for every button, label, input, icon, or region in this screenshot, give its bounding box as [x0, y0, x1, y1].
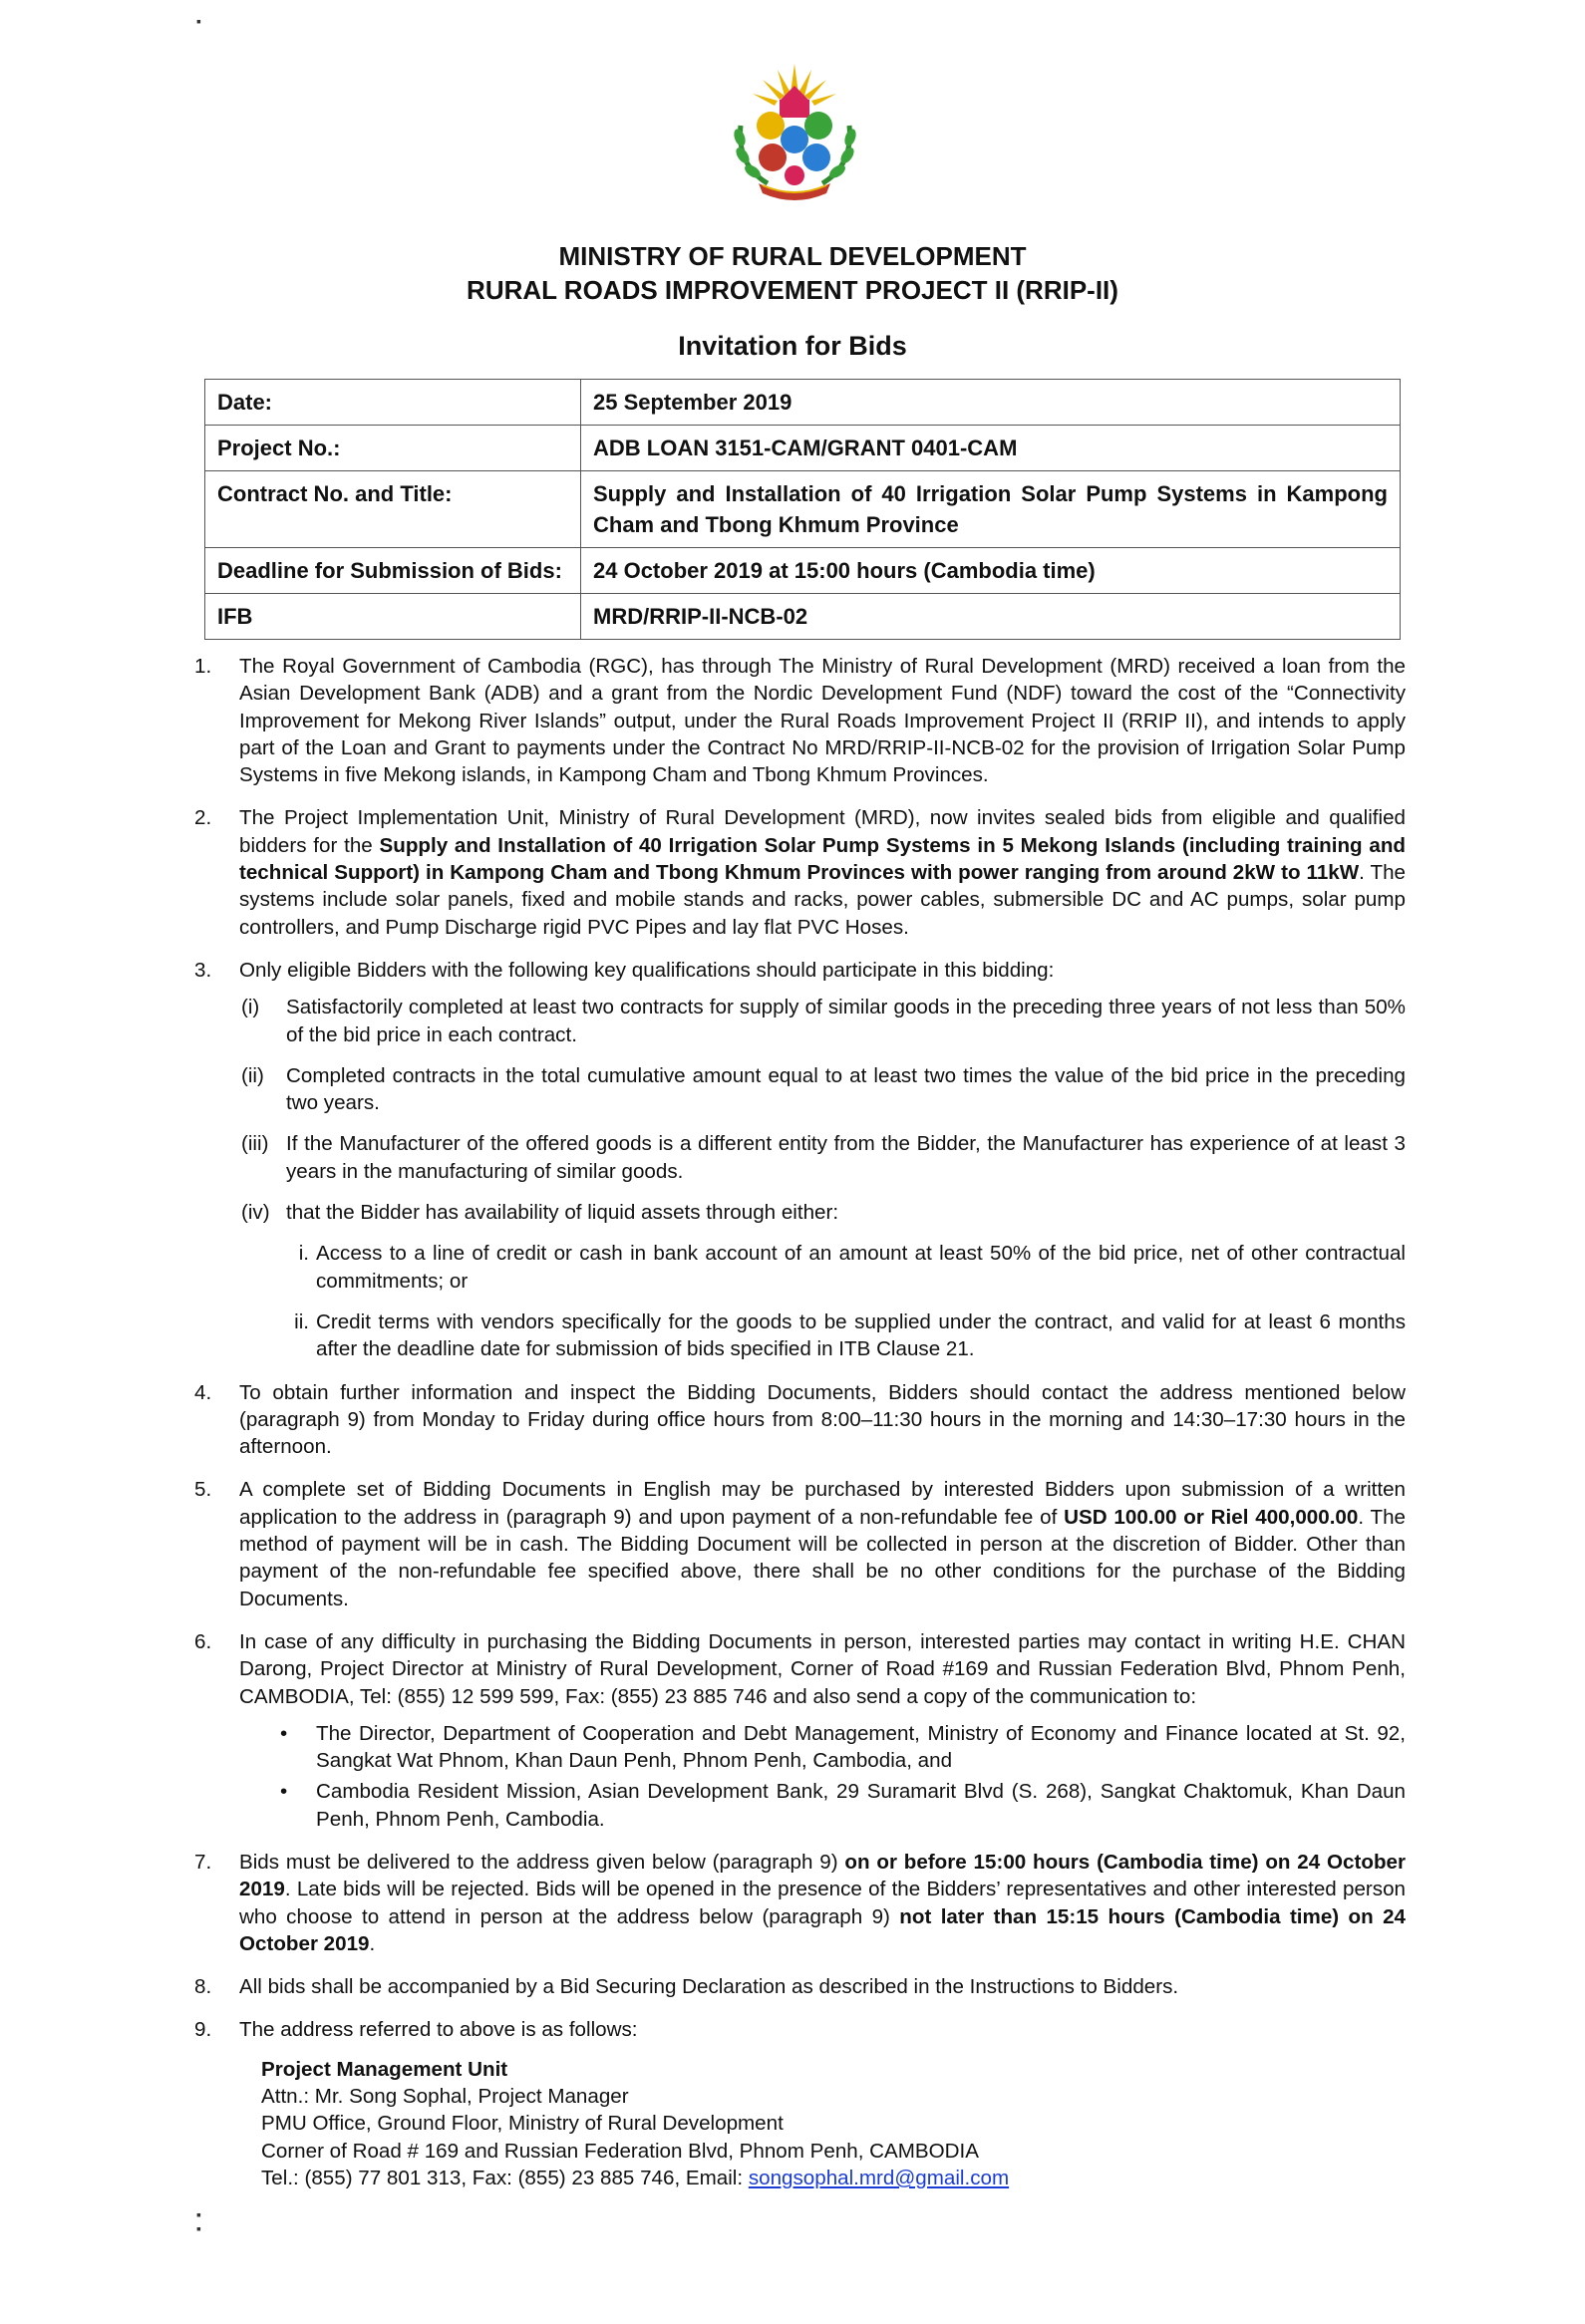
paragraph-8: [194, 1973, 1406, 2000]
item-text: Completed contracts in the total cumulative amount equal to at least two times the value of the bid price in the preceding two years.: [286, 1063, 1406, 1115]
project-no-label: Project No.:: [205, 426, 581, 471]
deadline-label: Deadline for Submission of Bids:: [205, 548, 581, 594]
paragraph-text: . The method of payment will be in cash. The Bidding Document will be collected in person at the discretion of Bidder. Other than payment of the non-refundable fee specified above, there shall be no other conditions for the purchase of the Bidding Documents.: [239, 1505, 1406, 1610]
qualification-item: [194, 1199, 1406, 1226]
paragraph-number: 6.: [194, 1629, 212, 1653]
paragraph-text: To obtain further information and inspect the Bidding Documents, Bidders should contact the address mentioned below (paragraph 9) from Monday to Friday during office hours from 8:00–11:30 hours in the morning and 14:30–17:30 hours in the afternoon.: [239, 1380, 1406, 1459]
bullet-icon: •: [280, 1721, 288, 1745]
project-no-value: ADB LOAN 3151-CAM/GRANT 0401-CAM: [581, 426, 1401, 471]
deadline-value: 24 October 2019 at 15:00 hours (Cambodia time): [581, 548, 1401, 594]
paragraph-text: A complete set of Bidding Documents in English may be purchased by interested Bidders upon submission of a written application to the address in (paragraph 9) and upon payment of a non-refundable fee of: [239, 1478, 1406, 1529]
item-number: i.: [298, 1242, 309, 1266]
paragraph-text: The Royal Government of Cambodia (RGC), has through The Ministry of Rural Development (MRD) received a loan from the Asian Development Bank (ADB) and a grant from the Nordic Development Fund (NDF) toward the cost of the “Connectivity Improvement for Mekong River Islands” output, under the Rural Roads Improvement Project II (RRIP II), and intends to apply part of the Loan and Grant to payments under the Contract No MRD/RRIP-II-NCB-02 for the provision of Irrigation Solar Pump Systems in five Mekong islands, in Kampong Cham and Tbong Khmum Provinces.: [239, 655, 1406, 787]
liquid-asset-item: [194, 1308, 1406, 1363]
paragraph-6: [194, 1628, 1406, 1710]
bullet-text: The Director, Department of Cooperation and Debt Management, Ministry of Economy and Finance located at St. 92, Sangkat Wat Phnom, Khan Daun Penh, Phnom Penh, Cambodia, and: [316, 1721, 1406, 1773]
paragraph-text: Bids must be delivered to the address given below (paragraph 9): [239, 1850, 845, 1874]
paragraph-number: 7.: [194, 1850, 212, 1874]
paragraph-text: The Project Implementation Unit, Ministry of Rural Development (MRD), now invites sealed bids from eligible and qualified bidders for the: [239, 806, 1406, 857]
item-text: Satisfactorily completed at least two contracts for supply of similar goods in the preceding three years of not less than 50% of the bid price in each contract.: [286, 996, 1406, 1046]
paragraph-number: 1.: [194, 655, 212, 678]
item-number: (ii): [241, 1063, 264, 1087]
paragraph-bold-text: Supply and Installation of 40 Irrigation Solar Pump Systems in 5 Mekong Islands (including training and technical Support) in Kampong Cham and Tbong Khmum Provinces with power ranging from around 2kW to 11kW: [239, 833, 1407, 885]
paragraph-text: Only eligible Bidders with the following key qualifications should participate in this bidding:: [239, 958, 1055, 982]
paragraph-text: In case of any difficulty in purchasing the Bidding Documents in person, interested parties may contact in writing H.E. CHAN Darong, Project Director at Ministry of Rural Development, Corner of Road #169 and Russian Federation Blvd, Phnom Penh, CAMBODIA, Tel: (855) 12 599 599, Fax: (855) 23 885 746 and also send a copy of the communication to:: [239, 1629, 1406, 1708]
bullet-icon: •: [280, 1780, 288, 1804]
liquid-asset-item: [194, 1240, 1406, 1295]
paragraph-number: 2.: [194, 806, 212, 830]
paragraph-3: [194, 957, 1406, 984]
table-row: [205, 471, 1401, 548]
fee-amount: USD 100.00 or Riel 400,000.00: [1064, 1505, 1359, 1529]
qualification-item: [194, 1130, 1406, 1185]
bullet-text: Cambodia Resident Mission, Asian Development Bank, 29 Suramarit Blvd (S. 268), Sangkat Chaktomuk, Khan Daun Penh, Phnom Penh, Cambodia.: [316, 1780, 1406, 1831]
paragraph-4: [194, 1379, 1406, 1461]
paragraph-2: [194, 804, 1406, 940]
qualification-item: [194, 1062, 1406, 1117]
contact-text: Tel.: (855) 77 801 313, Fax: (855) 23 885 746, Email:: [261, 2166, 749, 2189]
ministry-name: MINISTRY OF RURAL DEVELOPMENT: [558, 241, 1027, 271]
contract-value: Supply and Installation of 40 Irrigation Solar Pump Systems in Kampong Cham and Tbong Khmum Province: [581, 471, 1401, 548]
body-text: [194, 653, 1406, 2207]
paragraph-5: [194, 1476, 1406, 1611]
paragraph-1: [194, 653, 1406, 788]
item-text: that the Bidder has availability of liquid assets through either:: [286, 1201, 839, 1225]
paragraph-text: .: [369, 1931, 376, 1955]
opening-bold-text: not later than 15:15 hours (Cambodia time) on 24 October 2019: [239, 1904, 1406, 1955]
bid-info-table: [204, 379, 1401, 640]
page-mark-top: ▪: [196, 13, 201, 29]
email-link[interactable]: songsophal.mrd@gmail.com: [748, 2166, 1010, 2189]
address-block: [239, 2056, 1406, 2191]
paragraph-number: 8.: [194, 1975, 212, 1999]
item-number: ii.: [294, 1309, 309, 1333]
date-value: 25 September 2019: [581, 380, 1401, 426]
paragraph-text: . Late bids will be rejected. Bids will be opened in the presence of the Bidders’ representatives and other interested person who choose to attend in person at the address below (paragraph 9): [239, 1878, 1406, 1928]
paragraph-9: [194, 2016, 1406, 2191]
paragraph-7: [194, 1849, 1406, 1957]
table-row: [205, 548, 1401, 594]
table-row: [205, 594, 1401, 640]
contract-label: Contract No. and Title:: [205, 471, 581, 548]
paragraph-number: 9.: [194, 2018, 212, 2042]
table-row: [205, 380, 1401, 426]
address-office: PMU Office, Ground Floor, Ministry of Rural Development: [261, 2112, 784, 2136]
address-attn: Attn.: Mr. Song Sophal, Project Manager: [261, 2085, 629, 2109]
item-number: (i): [241, 996, 260, 1019]
date-label: Date:: [205, 380, 581, 426]
bullet-item: [194, 1720, 1406, 1775]
document-title: Invitation for Bids: [678, 331, 907, 361]
project-name: RURAL ROADS IMPROVEMENT PROJECT II (RRIP-II): [467, 275, 1118, 305]
ministry-emblem-logo: [723, 56, 867, 205]
bullet-item: [194, 1778, 1406, 1833]
item-number: (iv): [241, 1201, 270, 1225]
qualification-item: [194, 994, 1406, 1048]
ifb-value: MRD/RRIP-II-NCB-02: [581, 594, 1401, 640]
item-text: Access to a line of credit or cash in bank account of an amount at least 50% of the bid price, net of other contractual commitments; or: [316, 1242, 1406, 1293]
paragraph-text: The address referred to above is as follows:: [239, 2018, 638, 2042]
page-mark-bottom: ▪ ▪: [196, 2206, 201, 2236]
ifb-label: IFB: [205, 594, 581, 640]
paragraph-text: All bids shall be accompanied by a Bid Securing Declaration as described in the Instructions to Bidders.: [239, 1975, 1179, 1999]
item-text: If the Manufacturer of the offered goods is a different entity from the Bidder, the Manufacturer has experience of at least 3 years in the manufacturing of similar goods.: [286, 1132, 1406, 1183]
paragraph-text: . The systems include solar panels, fixed and mobile stands and racks, power cables, submersible DC and AC pumps, solar pump controllers, and Pump Discharge rigid PVC Pipes and lay flat PVC Hoses.: [239, 861, 1406, 939]
address-corner: Corner of Road # 169 and Russian Federation Blvd, Phnom Penh, CAMBODIA: [261, 2139, 980, 2163]
paragraph-number: 3.: [194, 958, 212, 982]
item-text: Credit terms with vendors specifically for the goods to be supplied under the contract, and valid for at least 6 months after the deadline date for submission of bids specified in ITB Clause 21.: [316, 1309, 1406, 1361]
paragraph-number: 5.: [194, 1478, 212, 1502]
item-number: (iii): [241, 1132, 269, 1156]
address-unit: Project Management Unit: [261, 2057, 508, 2081]
deadline-bold-text: on or before 15:00 hours (Cambodia time) on 24 October 2019: [239, 1850, 1406, 1901]
address-contact: [261, 2165, 1406, 2191]
paragraph-number: 4.: [194, 1380, 212, 1404]
table-row: [205, 426, 1401, 471]
